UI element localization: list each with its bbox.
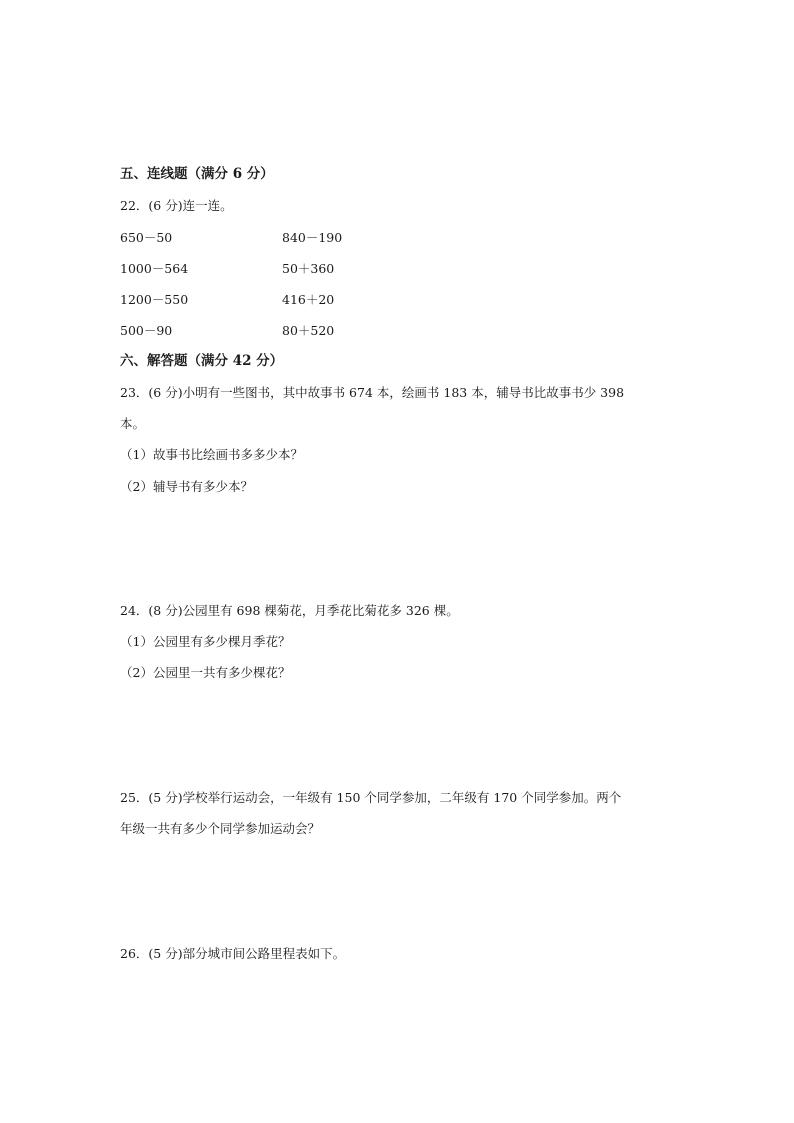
section-5-heading: 五、连线题（满分 6 分） (120, 166, 274, 182)
match-right-1: 840－190 (282, 230, 343, 245)
section-6-heading: 六、解答题（满分 42 分） (120, 353, 284, 369)
match-right-3: 416＋20 (282, 292, 335, 307)
question-25-line-2: 年级一共有多少个同学参加运动会？ (120, 821, 321, 836)
question-24-sub-1: （1）公园里有多少棵月季花？ (120, 634, 291, 649)
question-25-line-1: 25．(5 分)学校举行运动会，一年级有 150 个同学参加，二年级有 170 个同学参加。两个 (120, 790, 622, 805)
match-left-4: 500－90 (120, 323, 173, 338)
match-right-2: 50＋360 (282, 261, 335, 276)
match-left-2: 1000－564 (120, 261, 189, 276)
question-24-line-1: 24．(8 分)公园里有 698 棵菊花，月季花比菊花多 326 棵。 (120, 603, 459, 618)
question-23-sub-2: （2）辅导书有多少本？ (120, 479, 253, 494)
question-24-sub-2: （2）公园里一共有多少棵花？ (120, 665, 291, 680)
question-23-line-2: 本。 (120, 416, 146, 431)
question-23-sub-1: （1）故事书比绘画书多多少本？ (120, 447, 303, 462)
match-right-4: 80＋520 (282, 323, 335, 338)
question-22: 22．(6 分)连一连。 (120, 198, 233, 213)
question-26-line-1: 26．(5 分)部分城市间公路里程表如下。 (120, 946, 346, 961)
match-left-1: 650－50 (120, 230, 173, 245)
question-23-line-1: 23．(6 分)小明有一些图书，其中故事书 674 本，绘画书 183 本，辅导书比故事书少 398 (120, 385, 625, 400)
match-left-3: 1200－550 (120, 292, 189, 307)
